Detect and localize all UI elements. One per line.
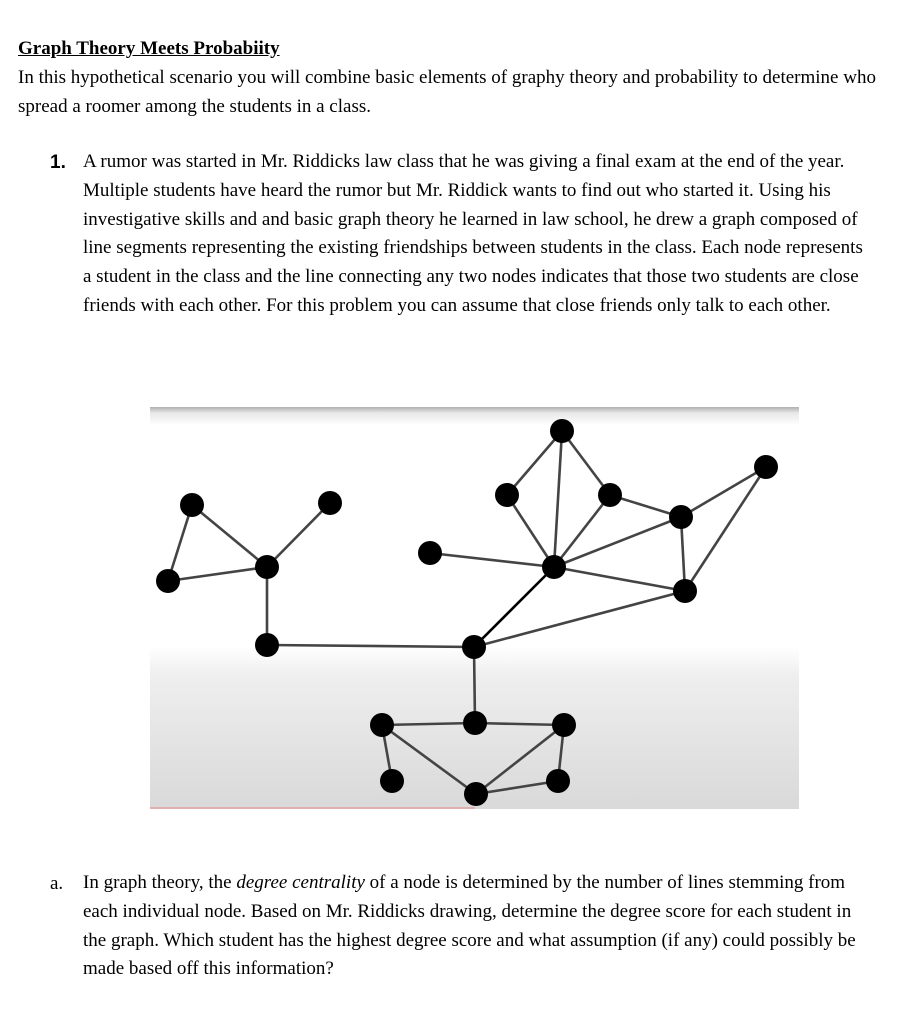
friendship-graph [150, 407, 799, 809]
student-node [552, 713, 576, 737]
friendship-edge [475, 723, 564, 725]
student-node [546, 769, 570, 793]
friendship-edge [168, 567, 267, 581]
student-node [462, 635, 486, 659]
friendship-edge [554, 567, 685, 591]
part-a-label: a. [50, 873, 64, 894]
student-node [669, 505, 693, 529]
friendship-edge [474, 567, 554, 647]
student-node [598, 483, 622, 507]
friendship-edge [681, 467, 766, 517]
friendship-edge [507, 431, 562, 495]
part-a-intro: In graph theory, the [83, 872, 237, 893]
friendship-edge [382, 723, 475, 725]
question-text: A rumor was started in Mr. Riddicks law class that he was giving a final exam at the end of the year. Multiple students have heard the rumor but Mr. Riddick wants to find out who started it. Using his investigative skills and and basic graph theory he learned in law school, he drew a graph composed of line segments representing the existing friendships between students in the class. Each node represents a student in the class and the line connecting any two nodes indicates that those two students are close friends with each other. For this problem you can assume that close friends only talk to each other. [83, 151, 863, 316]
student-node [380, 769, 404, 793]
student-node [318, 491, 342, 515]
student-node [418, 541, 442, 565]
part-a-body: of a node is determined by the number of lines stemming from each individual node. Based on Mr. Riddicks drawing, determine the degree score for each student in the graph. Which student has the highest degree score and what assumption (if any) could possibly be made based off this information? [83, 872, 856, 980]
student-node [673, 579, 697, 603]
question-number: 1. [50, 152, 66, 173]
degree-centrality-term: degree centrality [236, 872, 365, 893]
friendship-edge [507, 495, 554, 567]
student-node [255, 555, 279, 579]
student-node [180, 493, 204, 517]
friendship-edge [562, 431, 610, 495]
intro-paragraph: In this hypothetical scenario you will combine basic elements of graphy theory and probability to determine who spread a roomer among the students in a class. [18, 67, 876, 117]
friendship-edge [267, 503, 330, 567]
student-node [550, 419, 574, 443]
part-a-text [83, 869, 873, 984]
student-node [754, 455, 778, 479]
friendship-edge [474, 591, 685, 647]
friendship-edge [685, 467, 766, 591]
page-title: Graph Theory Meets Probabiity [18, 38, 280, 59]
friendship-edge [554, 431, 562, 567]
student-node [463, 711, 487, 735]
student-node [464, 782, 488, 806]
friendship-edge [267, 645, 474, 647]
friendship-edge [430, 553, 554, 567]
student-node [495, 483, 519, 507]
friendship-edge [192, 505, 267, 567]
student-node [255, 633, 279, 657]
figure-edge-line [150, 807, 475, 809]
friendship-graph-figure [150, 407, 799, 809]
student-node [542, 555, 566, 579]
student-node [156, 569, 180, 593]
student-node [370, 713, 394, 737]
